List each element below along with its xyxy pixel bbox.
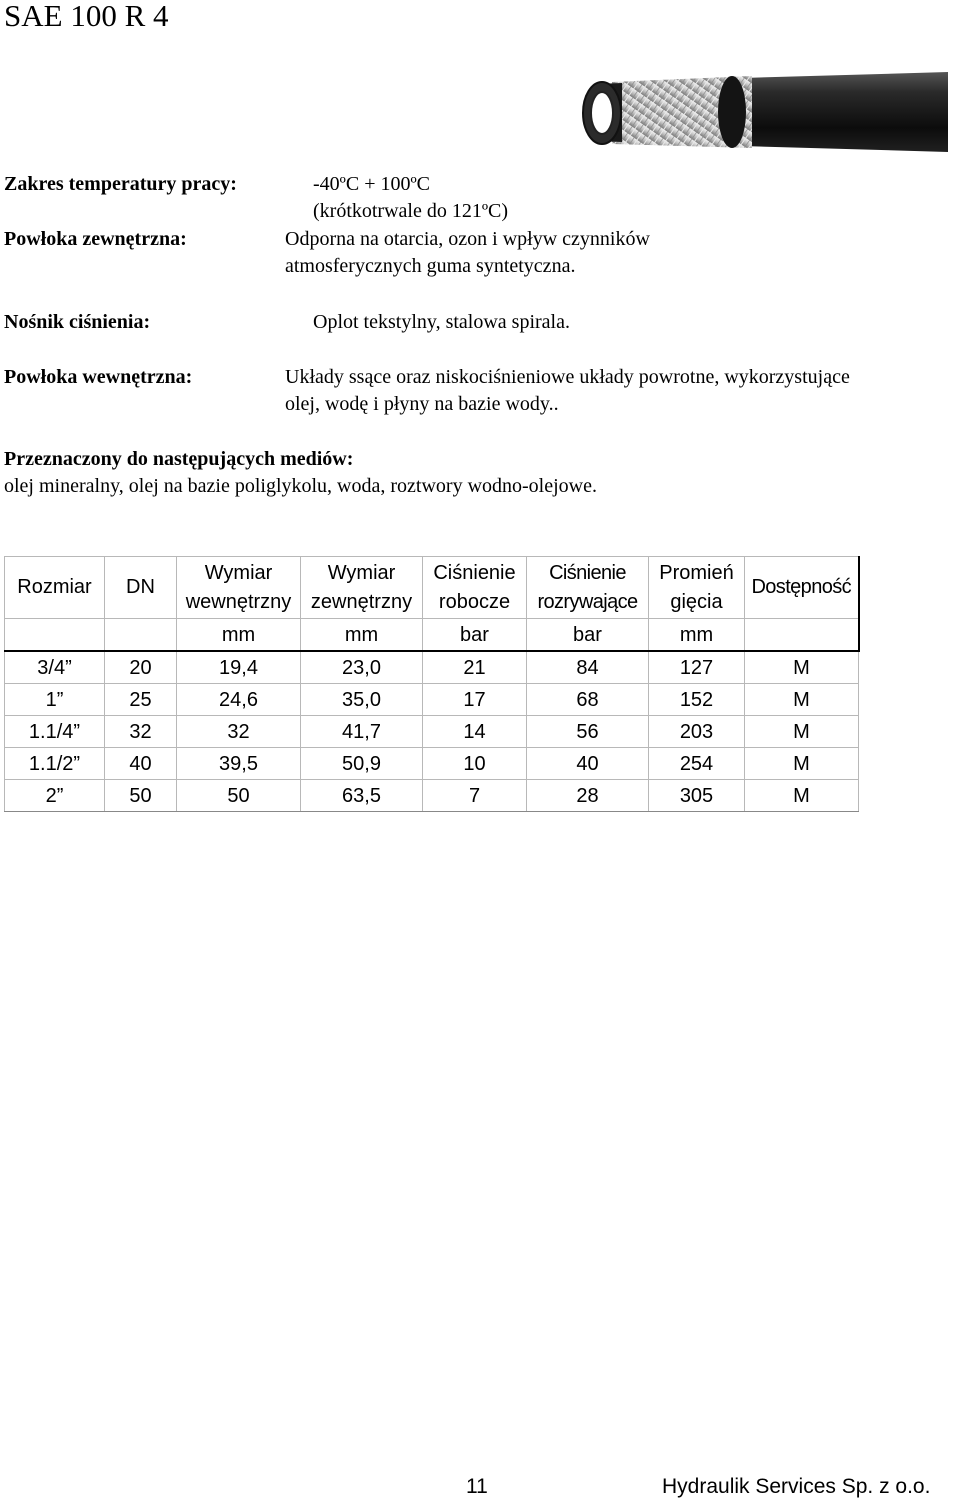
table-cell: M: [745, 716, 859, 748]
table-cell: 2”: [5, 780, 105, 812]
units-row: [5, 619, 859, 652]
inner-value-line-1: Układy ssące oraz niskociśnieniowe układy powrotne, wykorzystujące: [285, 366, 850, 388]
table-row: [5, 651, 859, 684]
page-title: SAE 100 R 4: [4, 0, 169, 33]
outer-label: Powłoka zewnętrzna:: [4, 228, 187, 250]
outer-value-line-2: atmosferycznych guma syntetyczna.: [285, 255, 576, 277]
media-text: olej mineralny, olej na bazie poliglykolu, woda, roztwory wodno-olejowe.: [4, 475, 597, 497]
carrier-label: Nośnik ciśnienia:: [4, 311, 151, 333]
header-availability: Dostępność: [745, 557, 859, 619]
table-cell: 40: [527, 748, 649, 780]
table-cell: 1.1/2”: [5, 748, 105, 780]
table-cell: 20: [105, 651, 177, 684]
unit-cell: [105, 619, 177, 652]
table-cell: 63,5: [301, 780, 423, 812]
hose-spec-table: [4, 556, 860, 812]
temp-value: -40ºC + 100ºC: [313, 173, 431, 195]
unit-cell: [5, 619, 105, 652]
header-size: Rozmiar: [5, 557, 105, 619]
table-cell: 1”: [5, 684, 105, 716]
header-dn: DN: [105, 557, 177, 619]
table-cell: 25: [105, 684, 177, 716]
hose-image: [582, 72, 948, 154]
table-cell: 41,7: [301, 716, 423, 748]
unit-cell: mm: [649, 619, 745, 652]
table-cell: 1.1/4”: [5, 716, 105, 748]
header-row: [5, 557, 859, 619]
table-cell: 19,4: [177, 651, 301, 684]
table-row: [5, 748, 859, 780]
unit-cell: bar: [527, 619, 649, 652]
table-cell: 50,9: [301, 748, 423, 780]
table-cell: 56: [527, 716, 649, 748]
header-bend-radius: Promień gięcia: [649, 557, 745, 619]
header-working-pressure: Ciśnienie robocze: [423, 557, 527, 619]
table-cell: 14: [423, 716, 527, 748]
table-cell: 84: [527, 651, 649, 684]
temp-note: (krótkotrwale do 121ºC): [313, 200, 509, 222]
page-number: 11: [466, 1475, 488, 1498]
unit-cell: mm: [301, 619, 423, 652]
table-cell: M: [745, 684, 859, 716]
table-cell: M: [745, 651, 859, 684]
table-cell: 40: [105, 748, 177, 780]
table-row: [5, 780, 859, 812]
table-cell: 17: [423, 684, 527, 716]
temp-label: Zakres temperatury pracy:: [4, 173, 237, 195]
table-cell: 23,0: [301, 651, 423, 684]
table-cell: 35,0: [301, 684, 423, 716]
header-inner-dim: Wymiar wewnętrzny: [177, 557, 301, 619]
table-cell: 10: [423, 748, 527, 780]
table-cell: 152: [649, 684, 745, 716]
table-cell: 305: [649, 780, 745, 812]
table-cell: 32: [105, 716, 177, 748]
table-cell: 127: [649, 651, 745, 684]
inner-label: Powłoka wewnętrzna:: [4, 366, 193, 388]
table-cell: 254: [649, 748, 745, 780]
carrier-value: Oplot tekstylny, stalowa spirala.: [313, 311, 570, 333]
table-cell: 24,6: [177, 684, 301, 716]
table-cell: 7: [423, 780, 527, 812]
header-outer-dim: Wymiar zewnętrzny: [301, 557, 423, 619]
table-cell: 50: [105, 780, 177, 812]
unit-cell: [745, 619, 859, 652]
table-row: [5, 684, 859, 716]
table-row: [5, 716, 859, 748]
company-name: Hydraulik Services Sp. z o.o.: [662, 1475, 931, 1498]
header-burst-pressure: Ciśnienie rozrywające: [527, 557, 649, 619]
table-cell: M: [745, 780, 859, 812]
outer-value-line-1: Odporna na otarcia, ozon i wpływ czynników: [285, 228, 650, 250]
media-heading: Przeznaczony do następujących mediów:: [4, 448, 354, 470]
unit-cell: mm: [177, 619, 301, 652]
hose-illustration: [582, 72, 948, 154]
table-cell: 28: [527, 780, 649, 812]
table-cell: 50: [177, 780, 301, 812]
table-cell: 21: [423, 651, 527, 684]
table-cell: 39,5: [177, 748, 301, 780]
table-cell: 32: [177, 716, 301, 748]
unit-cell: bar: [423, 619, 527, 652]
table-cell: 3/4”: [5, 651, 105, 684]
table-cell: M: [745, 748, 859, 780]
table-cell: 68: [527, 684, 649, 716]
table-cell: 203: [649, 716, 745, 748]
inner-value-line-2: olej, wodę i płyny na bazie wody..: [285, 393, 559, 415]
